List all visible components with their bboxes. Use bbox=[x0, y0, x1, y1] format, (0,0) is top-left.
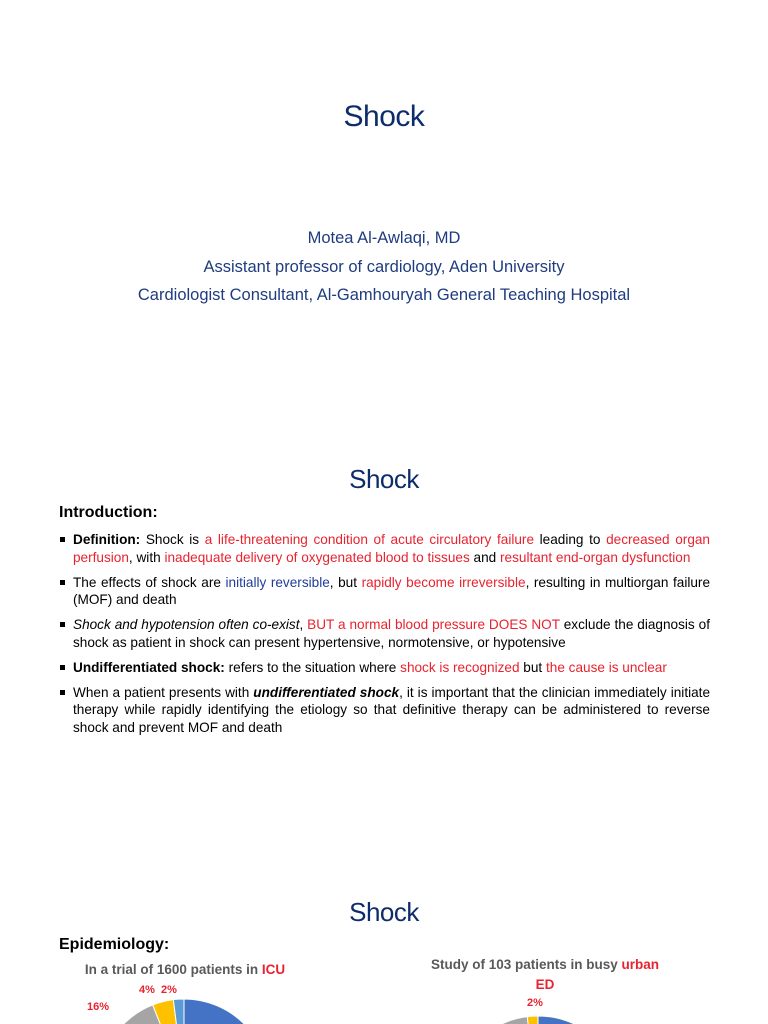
bullet-text: The effects of shock are bbox=[73, 574, 226, 590]
bullet-management bbox=[59, 684, 710, 737]
bullet-text: , it is important that the clinician immediately initiate therapy while rapidly identifying the etiology so that definitive therapy can be administered to reverse shock and prevent MOF and death bbox=[73, 684, 711, 735]
slide-epidemiology bbox=[0, 870, 768, 1024]
chart-ed-title-highlight: urban ED bbox=[535, 957, 660, 992]
bullet-italic: Shock and hypotension often co-exist bbox=[73, 617, 300, 633]
bullet-text: , but bbox=[329, 574, 362, 590]
chart-ed-title bbox=[420, 955, 670, 995]
chart-icu-title-text: In a trial of 1600 patients in bbox=[84, 962, 262, 977]
bullet-text: and bbox=[469, 549, 500, 565]
bullet-text: , resulting in multiorgan failure (MOF) and death bbox=[73, 574, 711, 608]
bullet-highlight: rapidly become irreversible bbox=[361, 574, 526, 590]
bullet-text: but bbox=[519, 659, 546, 675]
slide-introduction-heading: Shock bbox=[349, 464, 419, 494]
bullet-highlight: BUT a normal blood pressure DOES NOT bbox=[307, 617, 560, 633]
bullet-highlight: decreased organ perfusion bbox=[73, 532, 710, 565]
bullet-bold-italic: undifferentiated shock bbox=[253, 684, 400, 700]
bullet-undifferentiated bbox=[59, 659, 710, 677]
bullet-text: , bbox=[299, 617, 308, 633]
pie-slice-0 bbox=[538, 1016, 624, 1024]
bullet-hypotension bbox=[59, 616, 710, 651]
pie-chart-icu bbox=[80, 984, 320, 1024]
bullet-text: When a patient presents with bbox=[73, 684, 254, 700]
bullet-highlight: resultant end-organ dysfunction bbox=[500, 549, 691, 565]
chart-ed-title-text: Study of 103 patients in busy bbox=[430, 957, 622, 972]
author-affiliation: Cardiologist Consultant, Al-Gamhouryah General Teaching Hospital bbox=[137, 286, 631, 304]
bullet-text: , with bbox=[128, 549, 165, 565]
slide-epidemiology-heading: Shock bbox=[349, 897, 419, 927]
pie-label: 16% bbox=[87, 1001, 110, 1013]
pie-label: 2% bbox=[527, 997, 543, 1009]
chart-icu-title-highlight: ICU bbox=[261, 962, 286, 977]
bullet-highlight: the cause is unclear bbox=[545, 659, 667, 675]
bullet-highlight: shock is recognized bbox=[400, 659, 520, 675]
bullet-text: exclude the diagnosis of shock as patient in shock can present hypertensive, normotensive, or hypotensive bbox=[73, 617, 710, 650]
bullet-highlight-blue: initially reversible bbox=[225, 574, 330, 590]
bullet-text: refers to the situation where bbox=[224, 659, 401, 675]
bullet-highlight: a life-threatening condition of acute circulatory failure bbox=[204, 532, 535, 547]
pie-slice-2 bbox=[527, 1016, 538, 1024]
bullet-highlight: inadequate delivery of oxygenated blood to tissues bbox=[164, 549, 470, 565]
bullet-label: Undifferentiated shock: bbox=[73, 659, 225, 675]
bullet-text: leading to bbox=[534, 532, 607, 547]
slide-title-heading: Shock bbox=[343, 100, 425, 133]
bullet-label: Definition: bbox=[73, 532, 141, 547]
bullet-text: Shock is bbox=[140, 532, 205, 547]
author-name: Motea Al-Awlaqi, MD bbox=[307, 229, 461, 247]
slide-title bbox=[0, 0, 768, 420]
bullet-definition bbox=[59, 531, 710, 566]
introduction-heading: Introduction: bbox=[59, 504, 158, 521]
slide-introduction bbox=[0, 430, 768, 850]
epidemiology-heading: Epidemiology: bbox=[59, 936, 170, 953]
chart-icu-title bbox=[60, 962, 310, 977]
bullet-effects bbox=[59, 574, 710, 609]
pie-label: 4% bbox=[139, 984, 155, 996]
author-position: Assistant professor of cardiology, Aden University bbox=[203, 258, 565, 276]
pie-label: 2% bbox=[161, 984, 177, 996]
introduction-bullets bbox=[59, 531, 710, 744]
